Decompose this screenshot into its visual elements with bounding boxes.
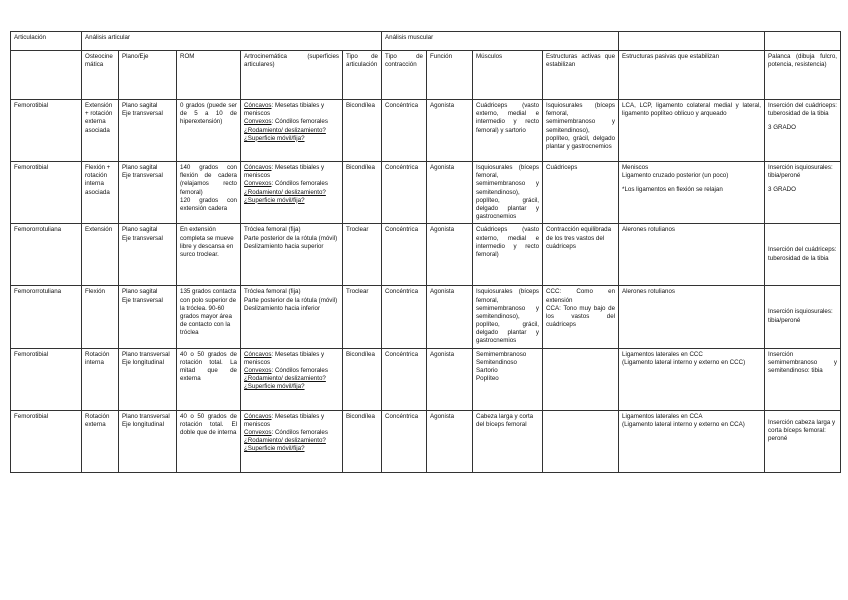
cell-articulacion: Femorotibial: [11, 162, 82, 224]
cell-plano-eje: Plano sagital Eje transversal: [119, 100, 177, 162]
cell-tipo-contraccion: Concéntrica: [382, 286, 427, 348]
cell-artrocinematica: Cóncavos: Mesetas tibiales y meniscos Convexos: Cóndilos femorales ¿Rodamiento/ deslizamiento? ¿Superficie móvil/fija?: [241, 100, 343, 162]
cell-plano-eje: Plano sagital Eje transversal: [119, 224, 177, 286]
header-row-top: [11, 32, 841, 51]
cell-plano-eje: Plano transversal Eje longitudinal: [119, 410, 177, 472]
header-funcion: Función: [427, 51, 473, 100]
cell-tipo-articulacion: Troclear: [343, 224, 382, 286]
cell-artrocinematica: Cóncavos: Mesetas tibiales y meniscos Convexos: Cóndilos femorales ¿Rodamiento/ deslizamiento? ¿Superficie móvil/fija?: [241, 410, 343, 472]
header-analisis-articular: Análisis articular: [82, 32, 382, 51]
cell-plano-eje: Plano transversal Eje longitudinal: [119, 348, 177, 410]
cell-palanca: Inserción isquiosurales: tibia/peroné 3 GRADO: [765, 162, 841, 224]
cell-funcion: Agonista: [427, 286, 473, 348]
header-plano-eje: Plano/Eje: [119, 51, 177, 100]
cell-rom: 135 grados contacta con polo superior de la tróclea. 90-60 grados mayor área de contacto con la tróclea: [177, 286, 241, 348]
cell-tipo-articulacion: Bicondílea: [343, 162, 382, 224]
cell-osteocinematica: Flexión: [82, 286, 119, 348]
table-row: [11, 224, 841, 286]
cell-artrocinematica: Cóncavos: Mesetas tibiales y meniscos Convexos: Cóndilos femorales ¿Rodamiento/ deslizamiento? ¿Superficie móvil/fija?: [241, 162, 343, 224]
analysis-table: [10, 31, 841, 473]
table-row: [11, 286, 841, 348]
cell-musculos: Cuádriceps (vasto externo, medial e intermedio y recto femoral) y sartorio: [473, 100, 543, 162]
cell-osteocinematica: Flexión + rotación interna asociada: [82, 162, 119, 224]
cell-rom: 0 grados (puede ser de 5 a 10 de hiperextensión): [177, 100, 241, 162]
cell-funcion: Agonista: [427, 348, 473, 410]
cell-articulacion: Femorotibial: [11, 348, 82, 410]
cell-estructuras-activas: Isquiosurales (bíceps femoral, semimembranoso y semitendinoso), poplíteo, grácil, delgado plantar y gastrocnemios: [543, 100, 619, 162]
cell-estructuras-pasivas: Ligamentos laterales en CCC (Ligamento lateral interno y externo en CCC): [619, 348, 765, 410]
header-articulacion: Articulación: [11, 32, 82, 51]
cell-tipo-articulacion: Troclear: [343, 286, 382, 348]
header-osteocinematica: Osteocinemática: [82, 51, 119, 100]
header-blank-2: [765, 32, 841, 51]
header-rom: ROM: [177, 51, 241, 100]
table-row: [11, 348, 841, 410]
cell-artrocinematica: Tróclea femoral (fija) Parte posterior de la rótula (móvil) Deslizamiento hacia superior: [241, 224, 343, 286]
cell-tipo-contraccion: Concéntrica: [382, 410, 427, 472]
header-musculos: Músculos: [473, 51, 543, 100]
cell-palanca: Inserción isquiosurales: tibia/peroné: [765, 286, 841, 348]
header-blank-0: [11, 51, 82, 100]
cell-estructuras-pasivas: LCA, LCP, ligamento colateral medial y lateral, ligamento poplíteo oblicuo y arqueado: [619, 100, 765, 162]
cell-palanca: Inserción del cuádriceps: tuberosidad de la tibia: [765, 224, 841, 286]
cell-estructuras-pasivas: Alerones rotulianos: [619, 286, 765, 348]
cell-musculos: Isquiosurales (bíceps femoral, semimembranoso y semitendinoso), poplíteo, grácil, delgado plantar y gastrocnemios: [473, 162, 543, 224]
cell-estructuras-activas: Cuádriceps: [543, 162, 619, 224]
cell-musculos: Cabeza larga y corta del bíceps femoral: [473, 410, 543, 472]
cell-rom: 40 o 50 grados de rotación total. El doble que de interna: [177, 410, 241, 472]
cell-osteocinematica: Rotación interna: [82, 348, 119, 410]
header-tipo-contraccion: Tipo de contracción: [382, 51, 427, 100]
header-analisis-muscular: Análisis muscular: [382, 32, 619, 51]
cell-funcion: Agonista: [427, 224, 473, 286]
cell-tipo-contraccion: Concéntrica: [382, 100, 427, 162]
cell-artrocinematica: Cóncavos: Mesetas tibiales y meniscos Convexos: Cóndilos femorales ¿Rodamiento/ deslizamiento? ¿Superficie móvil/fija?: [241, 348, 343, 410]
cell-artrocinematica: Tróclea femoral (fija) Parte posterior de la rótula (móvil) Deslizamiento hacia inferior: [241, 286, 343, 348]
cell-estructuras-activas: CCC: Como en extensión CCA: Tono muy bajo de los vastos del cuádriceps: [543, 286, 619, 348]
cell-osteocinematica: Extensión: [82, 224, 119, 286]
cell-osteocinematica: Rotación externa: [82, 410, 119, 472]
cell-estructuras-pasivas: Ligamentos laterales en CCA (Ligamento lateral interno y externo en CCA): [619, 410, 765, 472]
cell-musculos: Cuádriceps (vasto externo, medial e intermedio y recto femoral): [473, 224, 543, 286]
cell-plano-eje: Plano sagital Eje transversal: [119, 286, 177, 348]
header-estructuras-activas: Estructuras activas que estabilizan: [543, 51, 619, 100]
cell-articulacion: Femorotibial: [11, 410, 82, 472]
cell-palanca: Inserción del cuádriceps: tuberosidad de la tibia 3 GRADO: [765, 100, 841, 162]
cell-tipo-articulacion: Bicondílea: [343, 100, 382, 162]
cell-articulacion: Femororrotuliana: [11, 286, 82, 348]
table-row: [11, 410, 841, 472]
cell-tipo-contraccion: Concéntrica: [382, 162, 427, 224]
header-estructuras-pasivas: Estructuras pasivas que estabilizan: [619, 51, 765, 100]
cell-plano-eje: Plano sagital Eje transversal: [119, 162, 177, 224]
cell-estructuras-activas: Contracción equilibrada de los tres vastos del cuádriceps: [543, 224, 619, 286]
cell-tipo-contraccion: Concéntrica: [382, 348, 427, 410]
header-artrocinematica: Artrocinemática (superficies articulares): [241, 51, 343, 100]
cell-tipo-articulacion: Bicondílea: [343, 348, 382, 410]
table-row: [11, 162, 841, 224]
header-blank-1: [619, 32, 765, 51]
cell-musculos: Isquiosurales (bíceps femoral, semimembranoso y semitendinoso), poplíteo, grácil, delgado plantar y gastrocnemios: [473, 286, 543, 348]
cell-articulacion: Femorotibial: [11, 100, 82, 162]
cell-rom: 40 o 50 grados de rotación total. La mitad que de externa: [177, 348, 241, 410]
cell-funcion: Agonista: [427, 100, 473, 162]
header-row-sub: [11, 51, 841, 100]
cell-articulacion: Femororrotuliana: [11, 224, 82, 286]
header-tipo-articulacion: Tipo de articulación: [343, 51, 382, 100]
cell-estructuras-pasivas: Meniscos Ligamento cruzado posterior (un poco) *Los ligamentos en flexión se relajan: [619, 162, 765, 224]
cell-estructuras-pasivas: Alerones rotulianos: [619, 224, 765, 286]
cell-funcion: Agonista: [427, 162, 473, 224]
cell-rom: En extensión completa se mueve libre y descansa en surco troclear.: [177, 224, 241, 286]
cell-estructuras-activas: [543, 410, 619, 472]
cell-tipo-articulacion: Bicondílea: [343, 410, 382, 472]
table-row: [11, 100, 841, 162]
cell-tipo-contraccion: Concéntrica: [382, 224, 427, 286]
cell-palanca: Inserción semimembranoso y semitendinoso: tibia: [765, 348, 841, 410]
cell-estructuras-activas: [543, 348, 619, 410]
cell-palanca: Inserción cabeza larga y corta bíceps femoral: peroné: [765, 410, 841, 472]
cell-funcion: Agonista: [427, 410, 473, 472]
cell-osteocinematica: Extensión + rotación externa asociada: [82, 100, 119, 162]
cell-musculos: Semimembranoso Semitendinoso Sartorio Poplíteo: [473, 348, 543, 410]
header-palanca: Palanca (dibuja fulcro, potencia, resistencia): [765, 51, 841, 100]
cell-rom: 140 grados con flexión de cadera (relajamos recto femoral) 120 grados con extensión cadera: [177, 162, 241, 224]
